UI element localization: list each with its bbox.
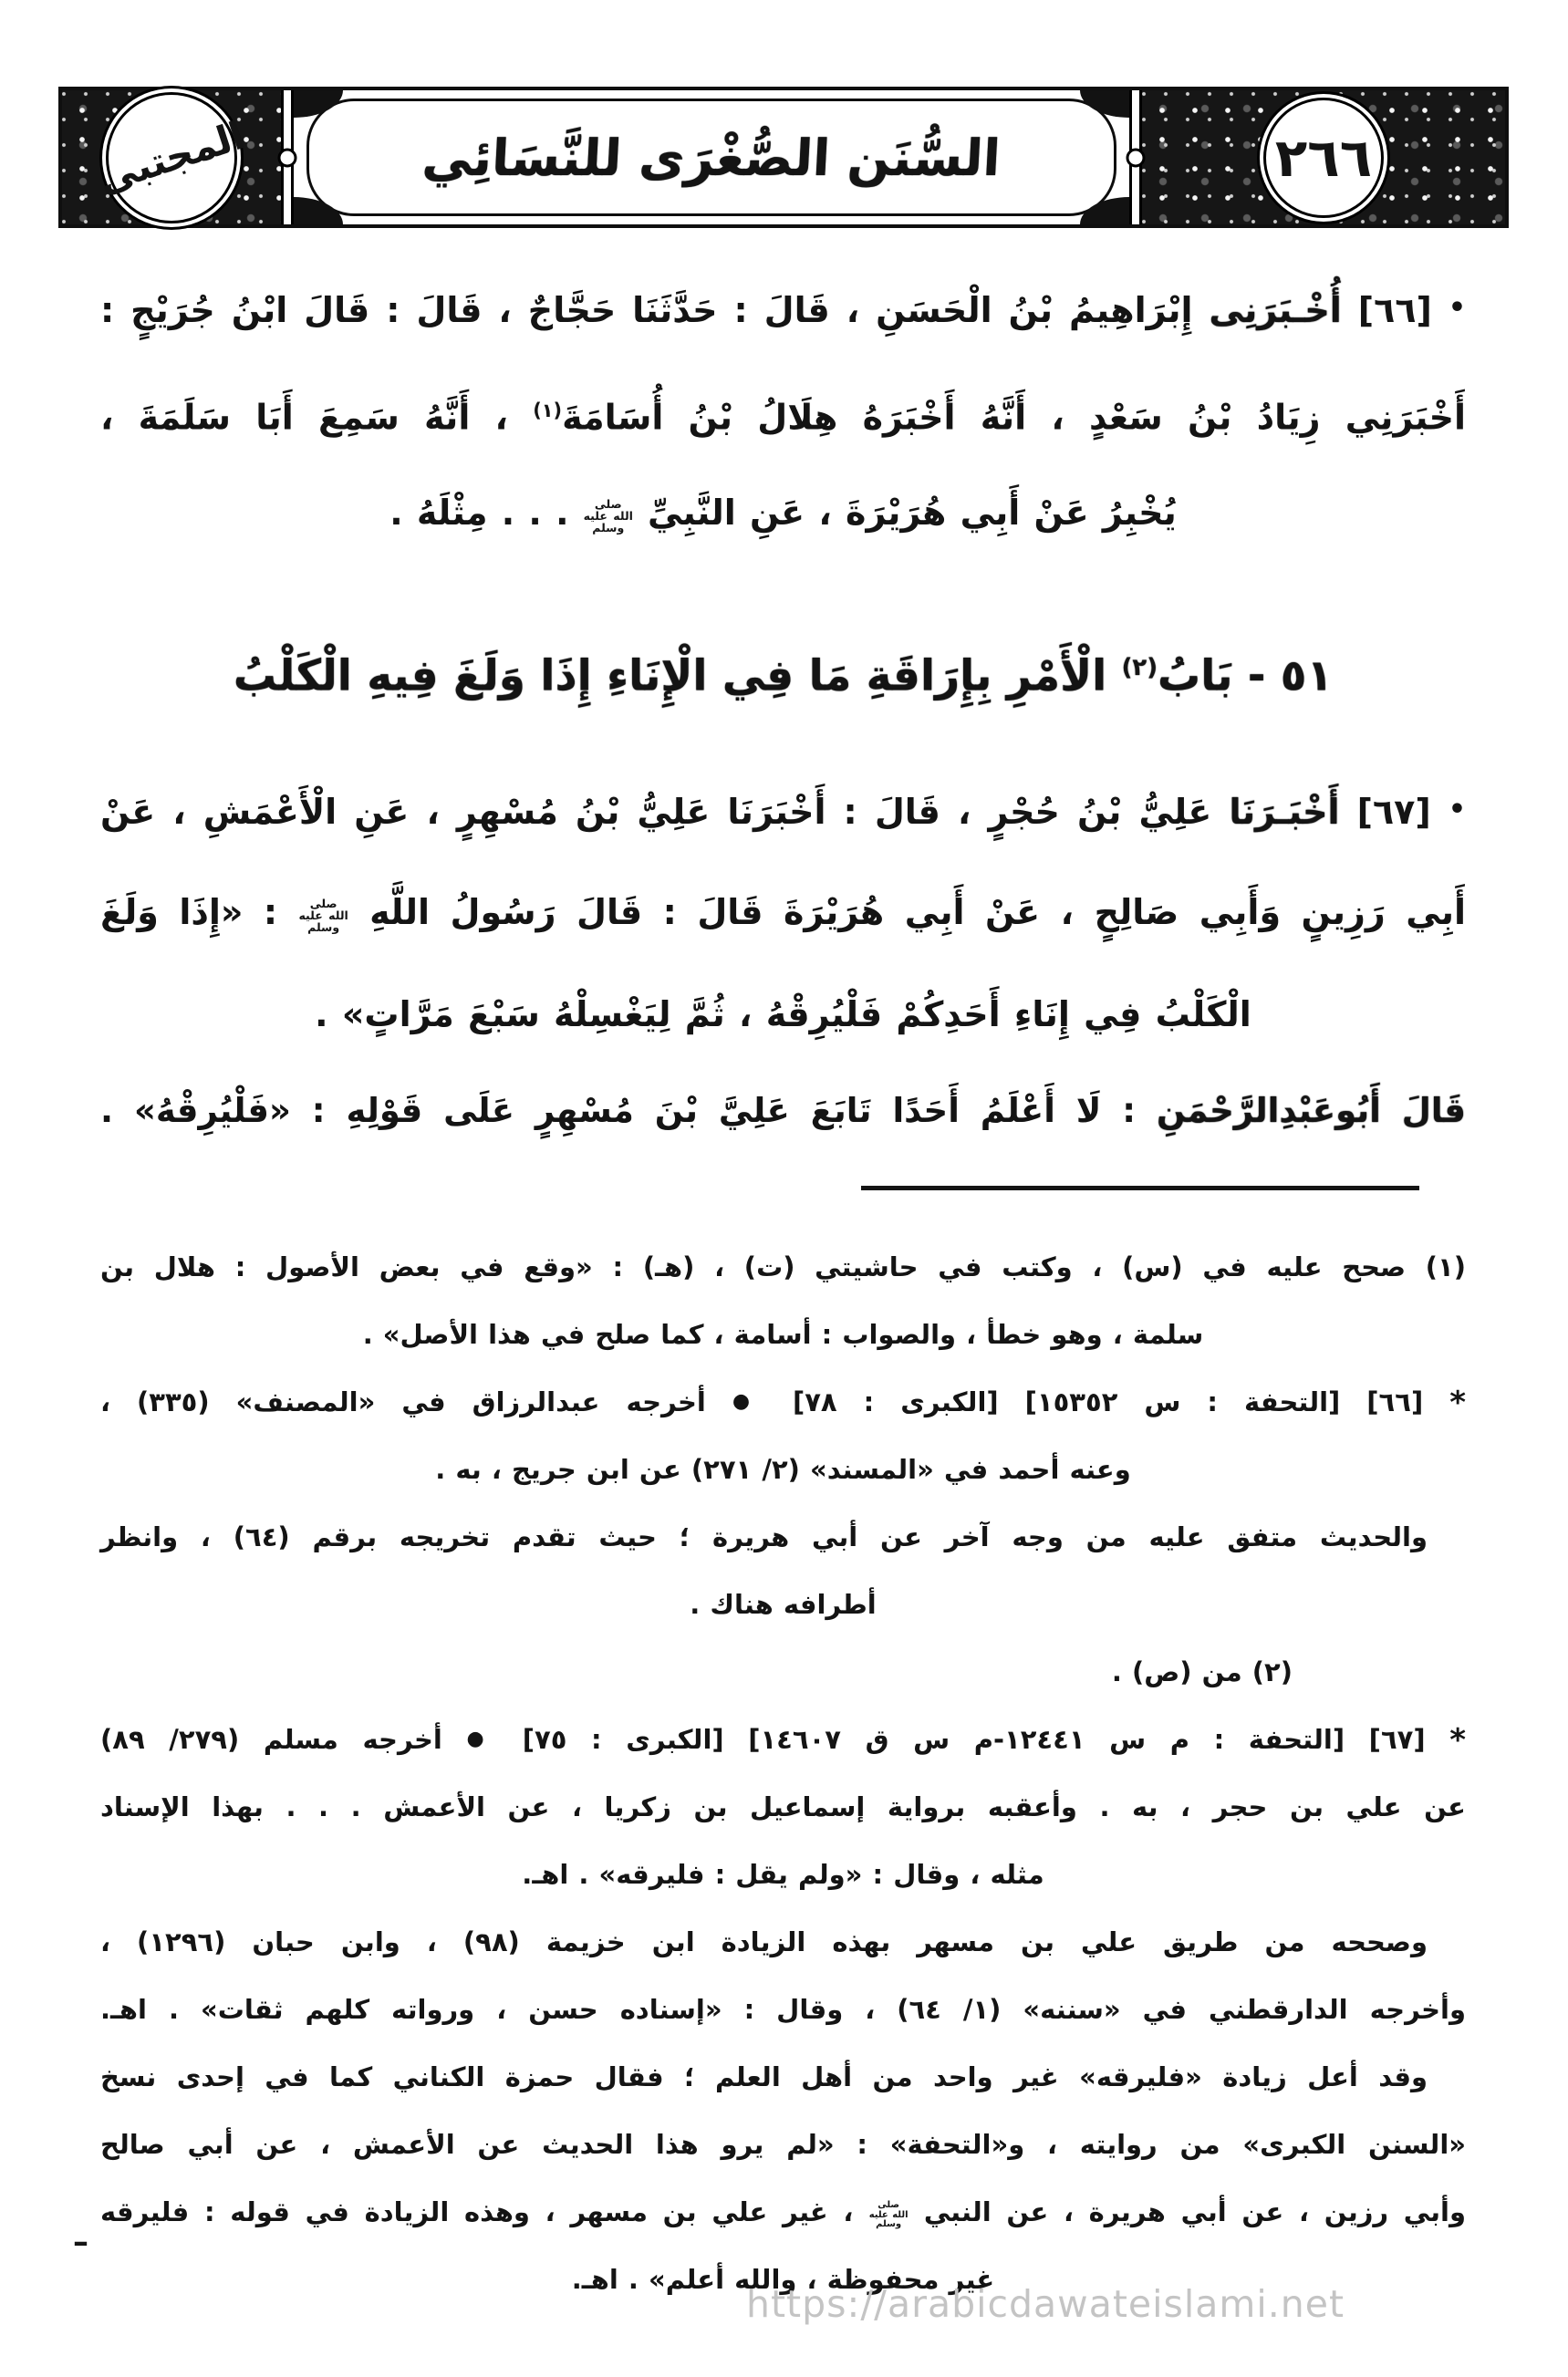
hadith-66-line-1 [100, 257, 1466, 359]
hadith-67-line-3 [100, 963, 1466, 1065]
hadith-66-text: ، أَنَّهُ سَمِعَ أَبَا سَلَمَةَ ، [100, 397, 508, 438]
hadith-66-text: أَخْبَرَنِي زِيَادُ بْنُ سَعْدٍ ، أَنَّهُ أَخْبَرَهُ هِلَالُ بْنُ أُسَامَةَ [562, 397, 1467, 438]
chapter-bab-word: بَابُ [1158, 650, 1233, 701]
footnote-ref-1: (١) [533, 400, 563, 421]
title-cartouche [306, 99, 1116, 216]
right-ornament-panel [1142, 90, 1505, 224]
series-medallion [92, 92, 251, 223]
takhrij-67-line-6: وقد أعل زيادة «فليرقه» غير واحد من أهل العلم ؛ فقال حمزة الكناني كما في إحدى نسخ [100, 2061, 1428, 2092]
footnote-1-line-2: سلمة ، وهو خطأ ، والصواب : أسامة ، كما صلح في هذا الأصل» . [362, 1319, 1204, 1350]
author-remark [100, 1065, 1466, 1157]
hadith-66-text: إِبْرَاهِيمُ بْنُ الْحَسَنِ ، قَالَ : حَدَّثَنَا حَجَّاجٌ ، قَالَ : قَالَ ابْنُ جُرَيْجٍ : [100, 290, 1193, 330]
footnotes-block [100, 1233, 1466, 2313]
page-number-medallion [1263, 98, 1384, 218]
hadith-67-number: [٦٧] [1356, 792, 1431, 832]
footnote-1-line-1: (١) صحح عليه في (س) ، وكتب في حاشيتي (ت) ، (هـ) : «وقع في بعض الأصول : هلال بن [100, 1251, 1466, 1282]
header-divider-right [1129, 90, 1142, 224]
bullet-icon: ● [466, 1728, 499, 1750]
takhrij-67-line-2: عن علي بن حجر ، به . وأعقبه برواية إسماعيل بن زكريا ، عن الأعمش . . . بهذا الإسناد [100, 1791, 1466, 1822]
chapter-heading [100, 620, 1466, 715]
hadith-bullet-icon: • [1448, 292, 1467, 324]
takhrij-67-line-5: وأخرجه الدارقطني في «سننه» (١/ ٦٤) ، وقال : «إسناده حسن ، ورواته كلهم ثقات» . اهـ. [100, 1994, 1466, 2025]
footnote-ref-2: (٢) [1121, 654, 1158, 681]
hadith-67 [100, 759, 1466, 1065]
bullet-icon: ● [732, 1390, 766, 1413]
takhrij-67-line-4: وصححه من طريق علي بن مسهر بهذه الزيادة ابن خزيمة (٩٨) ، وابن حبان (١٢٩٦) ، [100, 1926, 1428, 1957]
hadith-67-text: الْكَلْبُ فِي إِنَاءِ أَحَدِكُمْ فَلْيُرِقْهُ ، ثُمَّ لِيَغْسِلْهُ سَبْعَ مَرَّاتٍ» . [315, 994, 1251, 1034]
hadith-67-text: : «إِذَا وَلَغَ [100, 892, 278, 932]
takhrij-67-source: أخرجه مسلم (٢٧٩/ ٨٩) [100, 1724, 442, 1755]
takhrij-66-line-2: وعنه أحمد في «المسند» (٢/ ٢٧١) عن ابن جريج ، به . [435, 1454, 1131, 1485]
asterisk-icon: * [1449, 1722, 1466, 1759]
chapter-title: الْأَمْرِ بِإِرَاقَةِ مَا فِي الْإِنَاءِ إِذَا وَلَغَ فِيهِ الْكَلْبُ [233, 650, 1107, 701]
hadith-67-opening: أَخْبَـرَنَا [1229, 792, 1340, 832]
hadith-67-line-1 [100, 759, 1466, 861]
takhrij-67-line-8 [100, 2178, 1466, 2246]
takhrij-66-line-3: والحديث متفق عليه من وجه آخر عن أبي هريرة ؛ حيث تقدم تخريجه برقم (٦٤) ، وانظر [100, 1521, 1428, 1552]
hadith-66-line-2 [100, 359, 1466, 462]
hadith-bullet-icon: • [1448, 794, 1466, 825]
hadith-66-text: . . . مِثْلَهُ . [389, 493, 569, 533]
salla-allahu-alayhi-wasallam-icon: صلى الله عليه وسلم [583, 496, 633, 535]
left-ornament-panel [62, 90, 281, 224]
book-title: السُّنَن الصُّغْرَى للنَّسَائِي [421, 128, 1002, 187]
takhrij-66-line-4: أطرافه هناك . [690, 1589, 877, 1620]
margin-dash: – [73, 2224, 88, 2260]
footnote-separator-rule [861, 1186, 1419, 1190]
takhrij-67-text: وأبي رزين ، عن أبي هريرة ، عن النبي [923, 2196, 1466, 2227]
hadith-66-number: [٦٦] [1357, 290, 1432, 330]
hadith-67-text: أَبِي رَزِينٍ وَأَبِي صَالِحٍ ، عَنْ أَبِي هُرَيْرَةَ قَالَ : قَالَ رَسُولُ اللَّهِ [369, 892, 1467, 932]
header-band [58, 87, 1509, 228]
hadith-67-text: عَلِيُّ بْنُ حُجْرٍ ، قَالَ : أَخْبَرَنَا عَلِيُّ بْنُ مُسْهِرٍ ، عَنِ الْأَعْمَشِ ، عَنْ [100, 792, 1212, 832]
author-remark-text: : لَا أَعْلَمُ أَحَدًا تَابَعَ عَلِيَّ بْنَ مُسْهِرٍ عَلَى قَوْلِهِ : «فَلْيُرِقْهُ» . [100, 1091, 1137, 1130]
footnote-2: (٢) من (ص) . [1111, 1656, 1293, 1687]
takhrij-67-refs: [٦٧] [التحفة : م س ١٢٤٤١-م س ق ١٤٦٠٧] [الكبرى : ٧٥] [522, 1724, 1426, 1755]
watermark-url: https://arabicdawateislami.net [746, 2282, 1345, 2326]
takhrij-66-refs: [٦٦] [التحفة : س ١٥٣٥٢] [الكبرى : ٧٨] [792, 1386, 1424, 1417]
asterisk-icon: * [1449, 1385, 1466, 1421]
author-remark-speaker: قَالَ أَبُوعَبْدِالرَّحْمَنِ [1156, 1091, 1467, 1130]
takhrij-67-line-3: مثله ، وقال : «ولم يقل : فليرقه» . اهـ. [522, 1859, 1044, 1890]
hadith-66-line-3 [100, 462, 1466, 564]
takhrij-67-text: ، غير علي بن مسهر ، وهذه الزيادة في قوله : فليرقه [100, 2196, 854, 2227]
page-number: ٢٦٦ [1274, 126, 1373, 189]
takhrij-67-line-9: غير محفوظة ، والله أعلم» . اهـ. [571, 2264, 995, 2295]
header-divider-left [281, 90, 294, 224]
takhrij-66-source: أخرجه عبدالرزاق في «المصنف» (٣٣٥) ، [100, 1386, 706, 1417]
title-panel [294, 90, 1129, 224]
salla-allahu-alayhi-wasallam-icon: صلى الله عليه وسلم [868, 2200, 909, 2229]
hadith-66 [100, 257, 1466, 564]
takhrij-67-line-1 [100, 1706, 1466, 1773]
hadith-66-opening: أُخْـبَرَنِى [1209, 290, 1342, 330]
salla-allahu-alayhi-wasallam-icon: صلى الله عليه وسلم [298, 896, 348, 934]
hadith-66-text: يُخْبِرُ عَنْ أَبِي هُرَيْرَةَ ، عَنِ النَّبِيِّ [647, 493, 1177, 533]
takhrij-66-line-1 [100, 1368, 1466, 1436]
hadith-67-line-2 [100, 861, 1466, 963]
takhrij-67-line-7: «السنن الكبرى» من روايته ، و«التحفة» : «لم يرو هذا الحديث عن الأعمش ، عن أبي صالح [100, 2129, 1466, 2160]
chapter-number: ٥١ - [1247, 650, 1334, 701]
series-medallion-text: المجتبى [92, 112, 251, 202]
